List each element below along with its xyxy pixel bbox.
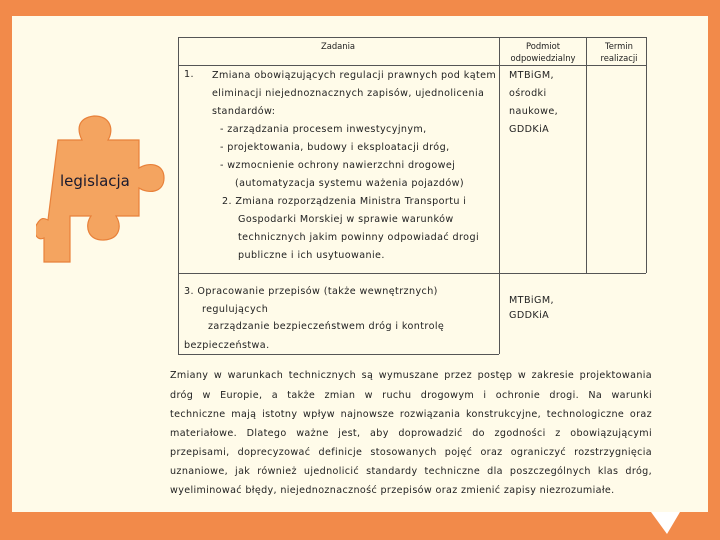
entity-line: MTBiGM,: [509, 295, 554, 306]
puzzle-piece-icon: [36, 112, 186, 282]
header-tasks: Zadania: [320, 41, 356, 51]
task-line: publiczne i ich usytuowanie.: [238, 250, 385, 261]
task-line: technicznych jakim powinny odpowiadać drogi: [238, 232, 480, 243]
entity-line: ośrodki: [509, 88, 547, 99]
paragraph-line: materiałowe. Dlatego ważne jest, aby doprowadzić do zgodności z obowiązującymi: [170, 428, 652, 439]
task-line: - wzmocnienie ochrony nawierzchni drogowej: [220, 160, 456, 171]
header-entity: Podmiot odpowiedzialny: [510, 41, 576, 63]
task-line: zarządzanie bezpieczeństwem dróg i kontrolę: [208, 321, 445, 332]
task-line: bezpieczeństwa.: [184, 340, 270, 351]
task-line: - zarządzania procesem inwestycyjnym,: [220, 124, 427, 135]
task-line: Gospodarki Morskiej w sprawie warunków: [238, 214, 454, 225]
paragraph-line: przepisami, doprecyzować definicje stosowanych pojęć oraz ograniczyć rozstrzygnięcia: [170, 447, 652, 458]
entity-line: GDDKiA: [509, 124, 550, 135]
paragraph-line: techniczne mają istotny wpływ najnowsze rozwiązania konstrukcyjne, technologiczne oraz: [170, 409, 652, 420]
task-line: 2. Zmiana rozporządzenia Ministra Transportu i: [222, 196, 467, 207]
task-line: - projektowania, budowy i eksploatacji dróg,: [220, 142, 450, 153]
task-line: standardów:: [212, 106, 276, 117]
task-line: eliminacji niejednoznacznych zapisów, ujednolicenia: [212, 88, 485, 99]
entity-line: MTBiGM,: [509, 70, 554, 81]
header-deadline: Termin realizacji: [600, 41, 638, 63]
task-line: (automatyzacja systemu ważenia pojazdów): [235, 178, 465, 189]
entity-line: naukowe,: [509, 106, 559, 117]
row-number: 1.: [184, 69, 194, 80]
paragraph-line: dróg w Europie, a także zmian w ruchu drogowym i ochronie drogi. Na warunki: [170, 390, 652, 401]
paragraph-line: wyeliminować błędy, niejednoznaczność przepisów oraz zmienić zapisy niezrozumiałe.: [170, 485, 615, 496]
entity-line: GDDKiA: [509, 310, 550, 321]
task-line: Zmiana obowiązujących regulacji prawnych pod kątem: [212, 70, 497, 81]
puzzle-label: legislacja: [60, 172, 130, 190]
paragraph-line: Zmiany w warunkach technicznych są wymuszane przez postęp w zakresie projektowania: [170, 370, 652, 381]
paragraph-line: uznaniowe, jak również ujednolicić standardy techniczne dla poszczególnych klas dróg,: [170, 466, 652, 477]
task-line: regulujących: [202, 304, 269, 315]
task-line: 3. Opracowanie przepisów (także wewnętrznych): [184, 286, 438, 297]
